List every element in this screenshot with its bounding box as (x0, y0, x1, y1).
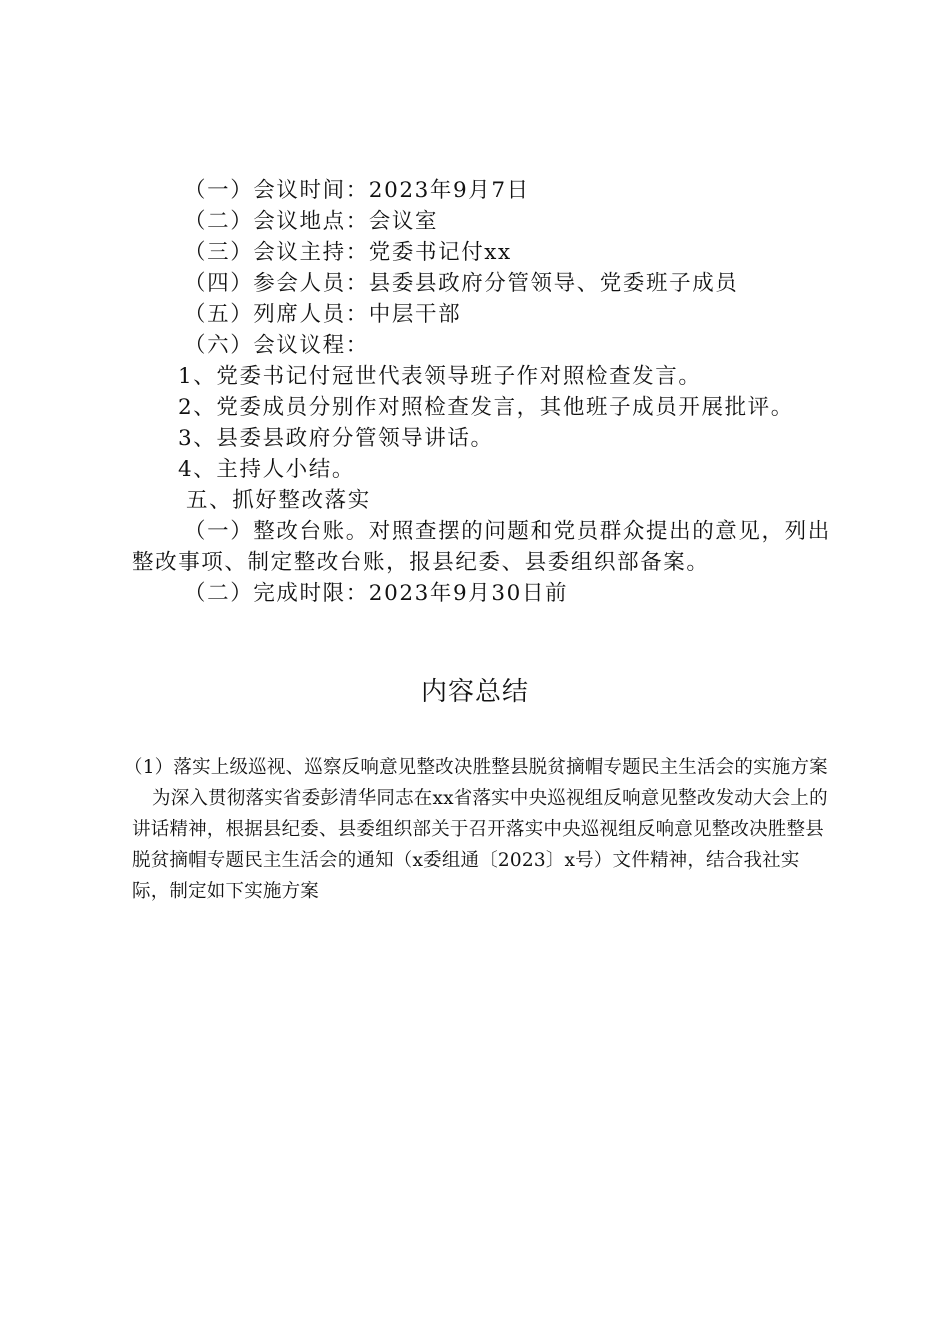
summary-section (124, 752, 832, 907)
section-heading: 五、抓好整改落实 (186, 488, 371, 513)
agenda-item: 1、党委书记付冠世代表领导班子作对照检查发言。 (178, 364, 702, 389)
rectification-ledger: （一）整改台账。对照查摆的问题和党员群众提出的意见，列出整改事项、制定整改台账，报县纪委、县委组织部备案。 (132, 519, 831, 575)
meeting-host: （三）会议主持：党委书记付xx (184, 240, 512, 265)
agenda-item: 4、主持人小结。 (178, 457, 355, 482)
agenda-item: 2、党委成员分别作对照检查发言，其他班子成员开展批评。 (178, 395, 794, 420)
summary-paragraph: （1）落实上级巡视、巡察反响意见整改决胜整县脱贫摘帽专题民主生活会的实施方案 (124, 757, 828, 778)
meeting-section (132, 175, 832, 609)
meeting-attendees: （四）参会人员：县委县政府分管领导、党委班子成员 (184, 271, 739, 296)
summary-paragraph: 为深入贯彻落实省委彭清华同志在xx省落实中央巡视组反响意见整改发动大会上的讲话精神，根据县纪委、县委组织部关于召开落实中央巡视组反响意见整改决胜整县脱贫摘帽专题民主生活会的通知（x委组通〔2023〕x号）文件精神，结合我社实际，制定如下实施方案 (132, 788, 828, 902)
agenda-title: （六）会议议程： (184, 333, 369, 358)
meeting-time: （一）会议时间：2023年9月7日 (184, 178, 530, 203)
meeting-observers: （五）列席人员：中层干部 (184, 302, 462, 327)
agenda-item: 3、县委县政府分管领导讲话。 (178, 426, 494, 451)
meeting-place: （二）会议地点：会议室 (184, 209, 439, 234)
completion-deadline: （二）完成时限：2023年9月30日前 (184, 581, 569, 606)
summary-title: 内容总结 (420, 677, 529, 707)
